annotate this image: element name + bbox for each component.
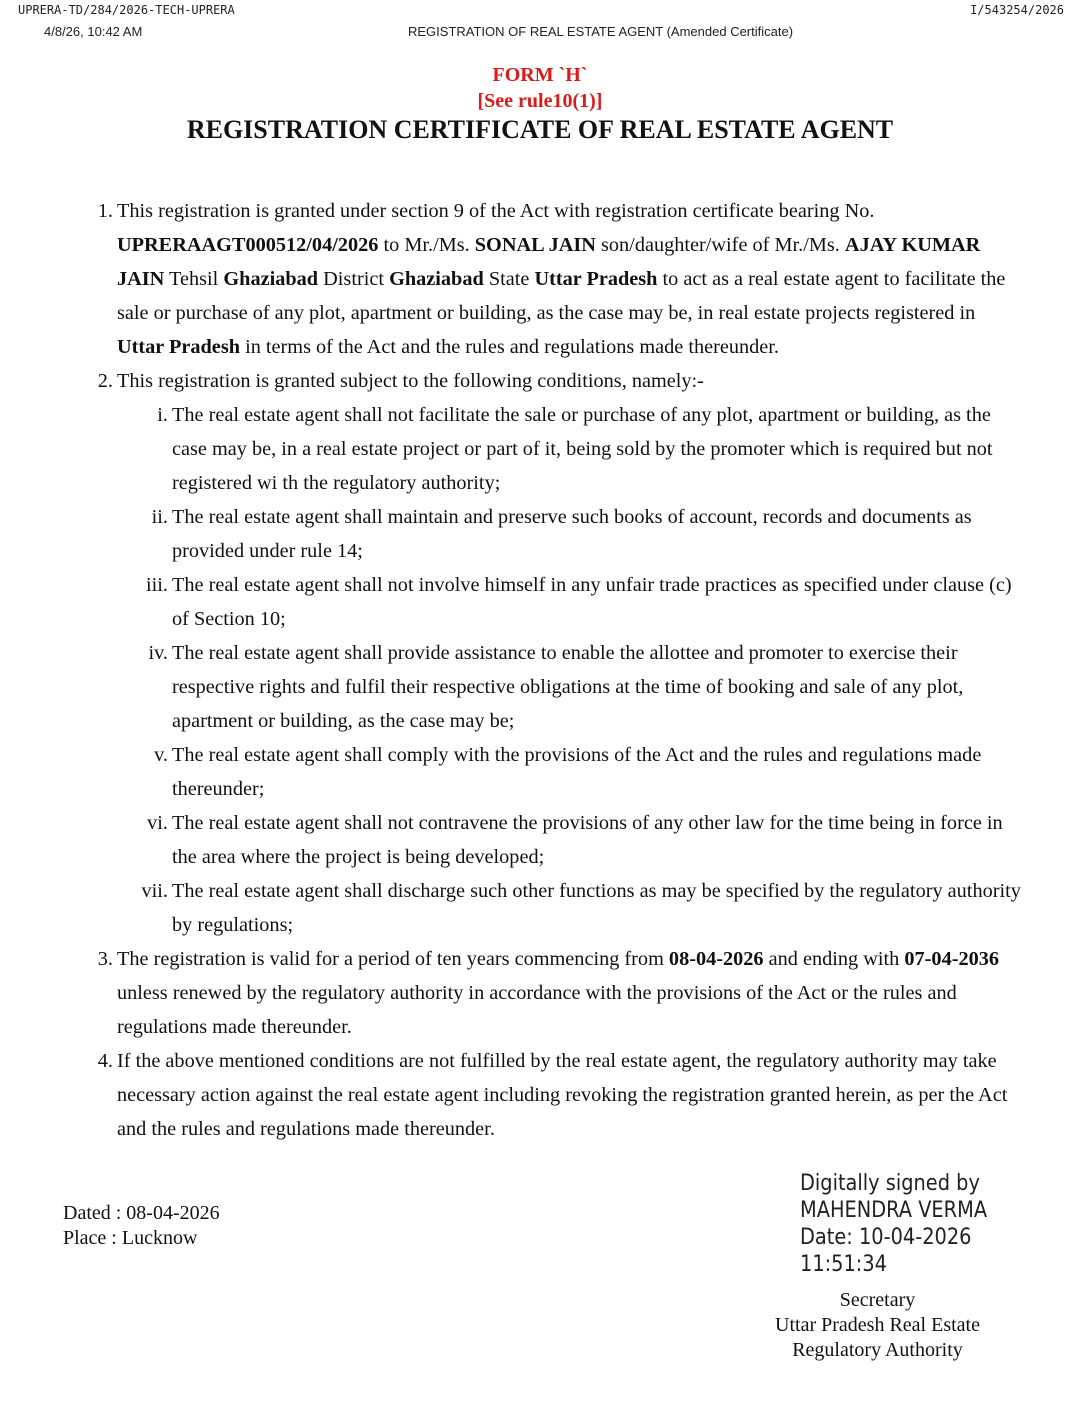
state: Uttar Pradesh	[534, 268, 658, 290]
clause-text: This registration is granted subject to the following conditions, namely:-	[117, 370, 704, 392]
clause-text: to Mr./Ms.	[378, 234, 475, 256]
condition-number: i.	[157, 404, 168, 426]
condition-item	[141, 874, 1027, 942]
condition-text: The real estate agent shall not contravene the provisions of any other law for the time being in force in the area where the project is being developed;	[172, 812, 1003, 868]
signature-line: Digitally signed by	[800, 1171, 980, 1196]
clause-1	[97, 194, 1027, 364]
condition-number: vi.	[147, 812, 168, 834]
condition-text: The real estate agent shall not involve himself in any unfair trade practices as specified under clause (c) of Section 10;	[172, 574, 1012, 630]
clause-text: and ending with	[763, 948, 905, 970]
letter-number: I/543254/2026	[970, 3, 1064, 17]
clause-2	[97, 364, 1027, 942]
signer-name: MAHENDRA VERMA	[800, 1198, 988, 1223]
clause-number: 4.	[97, 1050, 113, 1072]
condition-item	[157, 398, 1027, 500]
clause-text: in terms of the Act and the rules and regulations made thereunder.	[240, 336, 779, 358]
clause-text: to act as a real estate agent to facilitate the sale or purchase of any plot, apartment or building, as the case may be, in real estate projects registered in	[117, 268, 1006, 324]
clause-text: If the above mentioned conditions are not fulfilled by the real estate agent, the regulatory authority may take necessary action against the real estate agent including revoking the registration granted herein, as per the Act and the rules and regulations made thereunder.	[117, 1050, 1008, 1140]
condition-number: ii.	[151, 506, 168, 528]
condition-number: iv.	[148, 642, 168, 664]
registration-number: UPRERAAGT000512/04/2026	[117, 234, 379, 256]
designation: Secretary	[839, 1289, 916, 1311]
clause-3	[97, 942, 1027, 1044]
condition-item	[147, 806, 1027, 874]
signature-date: Date: 10-04-2026	[800, 1225, 972, 1250]
dated: Dated : 08-04-2026	[63, 1202, 220, 1224]
condition-text: The real estate agent shall discharge such other functions as may be specified by the regulatory authority by regulations;	[172, 880, 1021, 936]
clause-text: The registration is valid for a period of ten years commencing from	[117, 948, 669, 970]
print-datetime: 4/8/26, 10:42 AM	[44, 24, 143, 39]
condition-item	[146, 568, 1027, 636]
condition-item	[151, 500, 1027, 568]
signatory-block	[740, 1288, 1015, 1363]
condition-number: iii.	[146, 574, 168, 596]
condition-text: The real estate agent shall provide assistance to enable the allottee and promoter to exercise their respective rights and fulfil their respective obligations at the time of booking and sale of any plot, apartment or building, as the case may be;	[172, 642, 964, 732]
state-projects: Uttar Pradesh	[117, 336, 240, 358]
condition-text: The real estate agent shall comply with the provisions of the Act and the rules and regulations made thereunder;	[172, 744, 982, 800]
authority-name-2: Regulatory Authority	[792, 1339, 963, 1361]
authority-name-1: Uttar Pradesh Real Estate	[775, 1314, 980, 1336]
validity-end-date: 07-04-2036	[904, 948, 1000, 970]
print-page-title: REGISTRATION OF REAL ESTATE AGENT (Amended Certificate)	[408, 24, 794, 39]
reference-number: UPRERA-TD/284/2026-TECH-UPRERA	[18, 3, 235, 17]
clause-4	[97, 1044, 1027, 1146]
condition-text: The real estate agent shall not facilitate the sale or purchase of any plot, apartment or building, as the case may be, in a real estate project or part of it, being sold by the promoter which is required but not registered wi th the regulatory authority;	[172, 404, 993, 494]
clause-number: 3.	[97, 948, 113, 970]
condition-number: vii.	[141, 880, 168, 902]
agent-name: SONAL JAIN	[474, 234, 596, 256]
clause-text: State	[483, 268, 535, 290]
certificate-heading	[0, 62, 1080, 146]
rule-reference: [See rule10(1)]	[477, 90, 603, 112]
condition-number: v.	[154, 744, 168, 766]
parent-name: AJAY KUMAR JAIN	[117, 234, 981, 290]
condition-item	[154, 738, 1027, 806]
clause-text: This registration is granted under section 9 of the Act with registration certificate bearing No.	[117, 200, 875, 222]
clause-text: son/daughter/wife of Mr./Ms.	[595, 234, 845, 256]
condition-item	[148, 636, 1027, 738]
digital-signature	[800, 1170, 987, 1278]
clause-number: 2.	[97, 370, 113, 392]
clause-text: unless renewed by the regulatory authority in accordance with the provisions of the Act or the rules and regulations made thereunder.	[117, 982, 957, 1038]
form-label: FORM `H`	[492, 64, 588, 86]
clause-text: District	[318, 268, 390, 290]
date-place	[63, 1201, 220, 1251]
validity-start-date: 08-04-2026	[668, 948, 764, 970]
clause-text: Tehsil	[164, 268, 224, 290]
place: Place : Lucknow	[63, 1227, 198, 1249]
tehsil: Ghaziabad	[223, 268, 319, 290]
district: Ghaziabad	[389, 268, 484, 290]
condition-text: The real estate agent shall maintain and preserve such books of account, records and documents as provided under rule 14;	[172, 506, 972, 562]
signature-time: 11:51:34	[800, 1252, 887, 1277]
certificate-title: REGISTRATION CERTIFICATE OF REAL ESTATE AGENT	[186, 115, 894, 144]
certificate-body	[97, 194, 1027, 1146]
clause-number: 1.	[97, 200, 113, 222]
